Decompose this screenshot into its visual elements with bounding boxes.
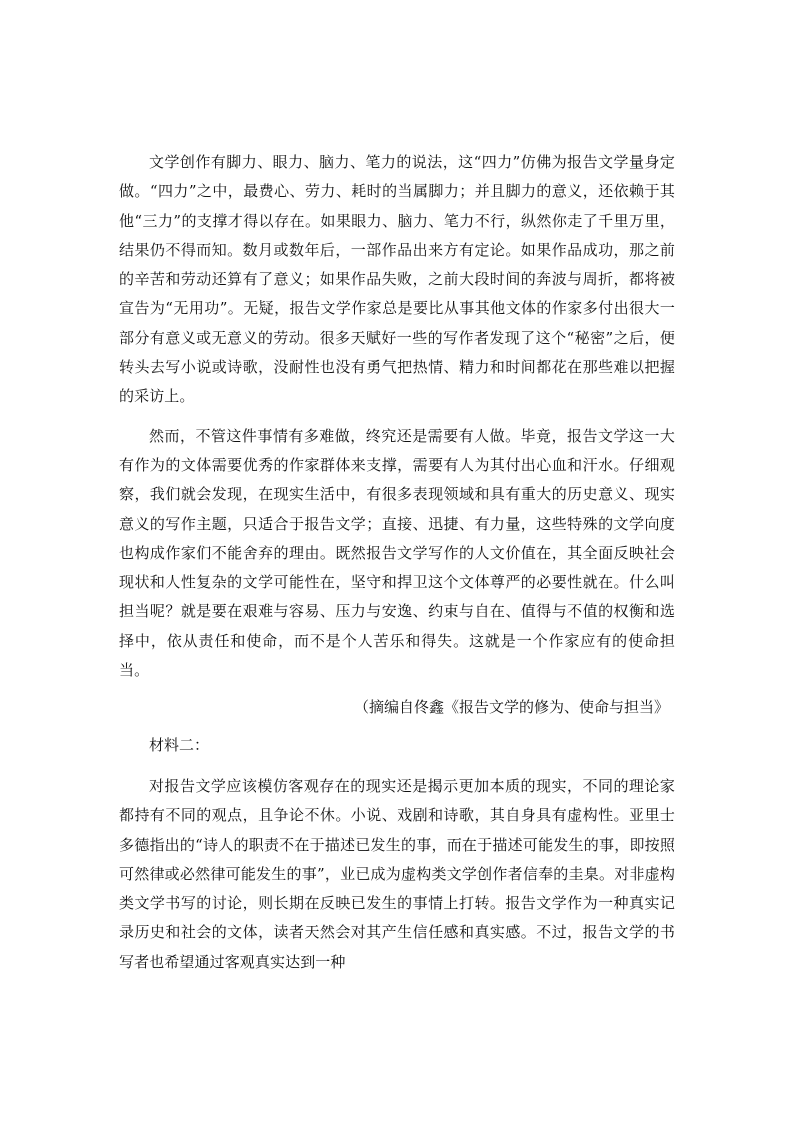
material-two-paragraph-1: 对报告文学应该模仿客观存在的现实还是揭示更加本质的现实，不同的理论家都持有不同的观点，且争论不休。小说、戏剧和诗歌，其自身具有虚构性。亚里士多德指出的“诗人的职责不在于描述已发生的事，而在于描述可能发生的事，即按照可然律或必然律可能发生的事”，业已成为虚构类文学创作者信奉的圭臬。对非虚构类文学书写的讨论，则长期在反映已发生的事情上打转。报告文学作为一种真实记录历史和社会的文体，读者天然会对其产生信任感和真实感。不过，报告文学的书写者也希望通过客观真实达到一种: [119, 776, 675, 971]
section-label-material-two: 材料二：: [149, 735, 210, 754]
source-citation: （摘编自佟鑫《报告文学的修为、使命与担当》: [353, 698, 669, 717]
material-one-paragraph-1: 文学创作有脚力、眼力、脑力、笔力的说法，这“四力”仿佛为报告文学量身定做。“四力”之中，最费心、劳力、耗时的当属脚力；并且脚力的意义，还依赖于其他“三力”的支撑才得以存在。如果眼力、脑力、笔力不行，纵然你走了千里万里，结果仍不得而知。数月或数年后，一部作品出来方有定论。如果作品成功，那之前的辛苦和劳动还算有了意义；如果作品失败，之前大段时间的奔波与周折，都将被宣告为“无用功”。无疑，报告文学作家总是要比从事其他文体的作家多付出很大一部分有意义或无意义的劳动。很多天赋好一些的写作者发现了这个“秘密”之后，便转头去写小说或诗歌，没耐性也没有勇气把热情、精力和时间都花在那些难以把握的采访上。: [119, 153, 675, 406]
material-one-paragraph-2: 然而，不管这件事情有多难做，终究还是需要有人做。毕竟，报告文学这一大有作为的文体需要优秀的作家群体来支撑，需要有人为其付出心血和汗水。仔细观察，我们就会发现，在现实生活中，有很多表现领域和具有重大的历史意义、现实意义的写作主题，只适合于报告文学；直接、迅捷、有力量，这些特殊的文学向度也构成作家们不能舍弃的理由。既然报告文学写作的人文价值在，其全面反映社会现状和人性复杂的文学可能性在，坚守和捍卫这个文体尊严的必要性就在。什么叫担当呢？就是要在艰难与容易、压力与安逸、约束与自在、值得与不值的权衡和选择中，依从责任和使命，而不是个人苦乐和得失。这就是一个作家应有的使命担当。: [119, 426, 675, 680]
document-body: [119, 148, 675, 977]
